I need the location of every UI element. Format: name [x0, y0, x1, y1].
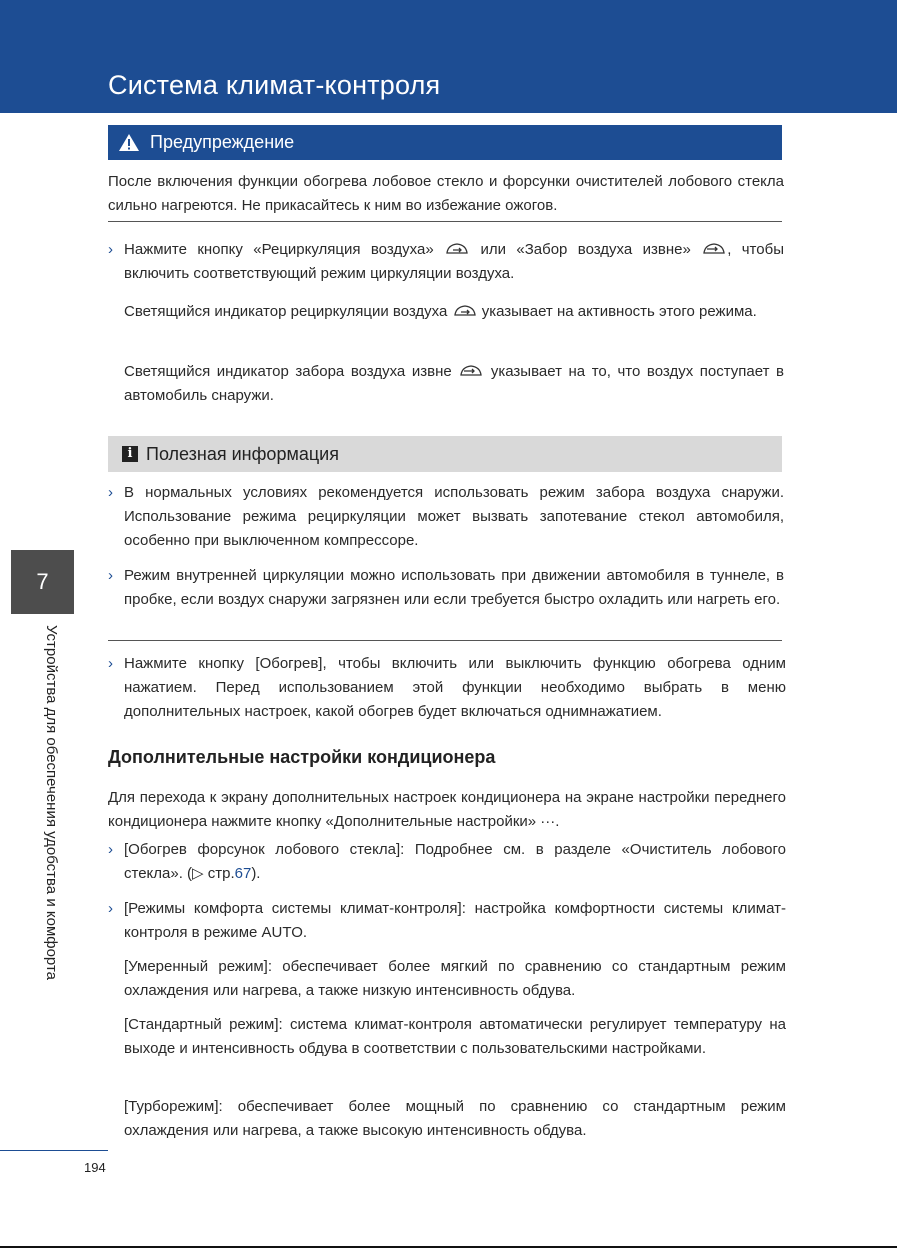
warning-triangle-icon	[118, 133, 140, 152]
bullet-chevron-icon: ›	[108, 241, 113, 258]
divider	[108, 221, 782, 222]
info-icon: i	[122, 446, 138, 462]
footer-divider	[0, 1150, 108, 1151]
section-heading: Дополнительные настройки кондиционера	[108, 747, 496, 767]
warning-banner	[108, 125, 782, 160]
nozzle-heat-text	[124, 838, 786, 886]
info-banner	[108, 436, 782, 472]
chapter-side-label: Устройства для обеспечения удобства и комфорта	[43, 625, 60, 980]
recirc-indicator-text	[124, 300, 784, 324]
fresh-indicator-text	[124, 360, 784, 408]
warning-text: После включения функции обогрева лобовое стекло и форсунки очистителей лобового стекла сильно нагреются. Не прикасайтесь к ним во избежание ожогов.	[108, 173, 784, 214]
bullet-chevron-icon: ›	[108, 900, 113, 917]
page-title: Система климат-контроля	[108, 70, 441, 100]
nozzle-text: [Обогрев форсунок лобового стекла]: Подробнее см. в разделе «Очиститель лобового стекла». (▷ стр.	[124, 841, 786, 882]
divider	[108, 640, 782, 641]
comfort-modes-text: [Режимы комфорта системы климат-контроля]: настройка комфортности системы климат-контроля в режиме AUTO.	[124, 900, 786, 941]
info-label: Полезная информация	[146, 444, 339, 464]
recirc-indicator-b: указывает на активность этого режима.	[481, 303, 757, 320]
nozzle-text-end: ).	[251, 865, 261, 882]
heat-instruction: Нажмите кнопку [Обогрев], чтобы включить или выключить функцию обогрева одним нажатием. Перед использованием этой функции необходимо выбрать в меню дополнительных настроек, какой обогрев будет включаться однимнажатием.	[124, 655, 786, 720]
page-reference-link[interactable]: 67	[234, 865, 252, 882]
recirc-text-c: , чтобы включить соответствующий режим циркуляции воздуха.	[124, 241, 784, 282]
moderate-mode-text: [Умеренный режим]: обеспечивает более мягкий по сравнению со стандартным режим охлаждения или нагрева, а также низкую интенсивность обдува.	[124, 958, 786, 999]
fresh-air-icon	[701, 241, 727, 257]
recirc-instruction	[124, 238, 784, 286]
fresh-air-icon	[458, 363, 484, 379]
turbo-mode-text: [Турборежим]: обеспечивает более мощный по сравнению со стандартным режим охлаждения или нагрева, а также высокую интенсивность обдува.	[124, 1098, 786, 1139]
recirc-text-b: или «Забор воздуха извне»	[480, 241, 691, 258]
recirc-indicator-a: Светящийся индикатор рециркуляции воздуха	[124, 303, 448, 320]
section-intro: Для перехода к экрану дополнительных настроек кондиционера на экране настройки переднего кондиционера нажмите кнопку «Дополнительные настройки» ···.	[108, 789, 786, 830]
recirculation-icon	[444, 241, 470, 257]
page-number: 194	[84, 1160, 106, 1175]
fresh-indicator-b: указывает на то, что воздух поступает в автомобиль снаружи.	[124, 363, 784, 404]
recirculation-icon	[452, 303, 478, 319]
info-item: В нормальных условиях рекомендуется использовать режим забора воздуха снаружи. Использование режима рециркуляции может вызвать запотевание стекол автомобиля, особенно при выключенном компрессоре.	[124, 484, 784, 549]
chapter-tab: 7	[11, 550, 74, 614]
fresh-indicator-a: Светящийся индикатор забора воздуха извне	[124, 363, 452, 380]
bullet-chevron-icon: ›	[108, 841, 113, 858]
standard-mode-text: [Стандартный режим]: система климат-контроля автоматически регулирует температуру на выходе и интенсивность обдува в соответствии с пользовательскими настройками.	[124, 1016, 786, 1057]
bullet-chevron-icon: ›	[108, 567, 113, 584]
page-header	[0, 0, 897, 113]
bullet-chevron-icon: ›	[108, 655, 113, 672]
bullet-chevron-icon: ›	[108, 484, 113, 501]
warning-label: Предупреждение	[150, 132, 295, 152]
recirc-text-a: Нажмите кнопку «Рециркуляция воздуха»	[124, 241, 434, 258]
info-item: Режим внутренней циркуляции можно использовать при движении автомобиля в туннеле, в пробке, если воздух снаружи загрязнен или если требуется быстро охладить или нагреть его.	[124, 567, 784, 608]
